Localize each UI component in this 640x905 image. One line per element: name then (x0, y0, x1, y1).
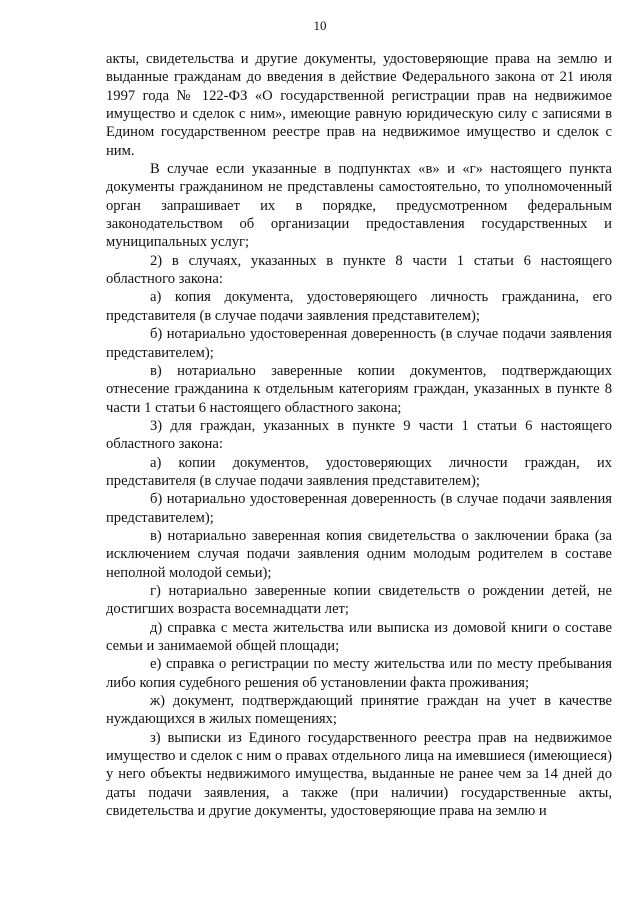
page-number: 10 (313, 18, 327, 33)
paragraph: ж) документ, подтверждающий принятие граждан на учет в качестве нуждающихся в жилых помещениях; (106, 693, 612, 728)
paragraph: 3) для граждан, указанных в пункте 9 части 1 статьи 6 настоящего областного закона: (106, 417, 612, 453)
paragraph: в) нотариально заверенные копии документов, подтверждающих отнесение гражданина к отдельным категориям граждан, указанных в пункте 8 части 1 статьи 6 настоящего областного закона; (106, 362, 612, 416)
paragraph: б) нотариально удостоверенная доверенность (в случае подачи заявления представителем); (106, 491, 612, 526)
paragraph: В случае если указанные в подпунктах «в» и «г» настоящего пункта документы гражданином не представлены самостоятельно, то уполномоченный орган запрашивает их в порядке, предусмотренном федеральным законодательством об организации предоставления государственных и муниципальных услуг; (106, 161, 612, 251)
paragraph: д) справка с места жительства или выписка из домовой книги о составе семьи и занимаемой общей площади; (106, 619, 612, 654)
paragraph: а) копии документов, удостоверяющих личности граждан, их представителя (в случае подачи заявления представителем); (106, 454, 612, 489)
paragraph: з) выписки из Единого государственного реестра прав на недвижимое имущество и сделок с ним о правах отдельного лица на имевшиеся (имеющиеся) у него объекты недвижимого имущества, выданные не ранее чем за 14 дней до даты подачи заявления, а также (при наличии) государственные акты, свидетельства и другие документы, удостоверяющие права на землю и (106, 729, 612, 820)
paragraph: б) нотариально удостоверенная доверенность (в случае подачи заявления представителем); (106, 326, 612, 361)
paragraph: 2) в случаях, указанных в пункте 8 части 1 статьи 6 настоящего областного закона: (106, 252, 612, 288)
paragraph: е) справка о регистрации по месту жительства или по месту пребывания либо копия судебного решения об установлении факта проживания; (106, 656, 612, 691)
paragraph: в) нотариально заверенная копия свидетельства о заключении брака (за исключением случая подачи заявления одним молодым родителем в составе неполной молодой семьи); (106, 527, 612, 581)
paragraph: акты, свидетельства и другие документы, удостоверяющие права на землю и выданные гражданам до введения в действие Федерального закона от 21 июля 1997 года № 122-ФЗ «О государственной регистрации прав на недвижимое имущество и сделок с ним», имеющие равную юридическую силу с записями в Едином государственном реестре прав на недвижимое имущество и сделок с ним. (106, 51, 612, 159)
paragraph: а) копия документа, удостоверяющего личность гражданина, его представителя (в случае подачи заявления представителем); (106, 289, 612, 324)
paragraph: г) нотариально заверенные копии свидетельств о рождении детей, не достигших возраста восемнадцати лет; (106, 582, 612, 618)
document-body (106, 50, 612, 820)
